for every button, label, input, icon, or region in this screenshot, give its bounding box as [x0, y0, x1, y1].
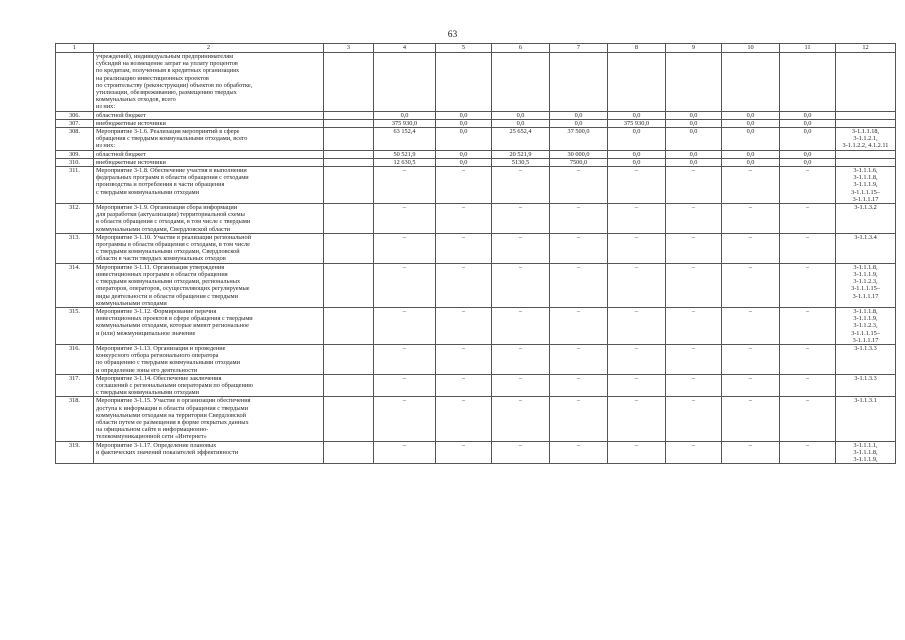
target-indicator-line: 3-1.1.1.15– — [851, 188, 880, 196]
row-number: 313. — [56, 233, 94, 263]
value-cell-c4: – — [374, 344, 436, 374]
activity-name — [94, 150, 324, 158]
value-cell-c10: – — [722, 263, 780, 307]
value-cell-c6: – — [492, 397, 550, 441]
value-cell-c11 — [780, 53, 836, 112]
target-indicators — [836, 150, 896, 158]
activity-name-line: с твердыми коммунальными отходами, Свердловской — [96, 248, 240, 256]
value-cell-c5: – — [436, 441, 492, 464]
row-number: 307. — [56, 119, 94, 127]
activity-name-line: в области обращения с отходами, в том числе с твердыми — [96, 218, 251, 226]
value-cell-c5: – — [436, 374, 492, 397]
table-body — [56, 53, 896, 464]
value-cell-c6 — [492, 53, 550, 112]
value-cell-c8: – — [608, 263, 666, 307]
activity-name-line: инвестиционных проектов в сфере обращения с твердыми — [96, 315, 253, 323]
value-cell-c6: – — [492, 344, 550, 374]
value-cell-c10: 0,0 — [722, 158, 780, 166]
target-indicator-line: 3-1.1.1.9, — [853, 455, 878, 463]
target-indicators — [836, 233, 896, 263]
activity-name-line: виды деятельности в области обращения с твердыми — [96, 292, 238, 300]
activity-name — [94, 441, 324, 464]
target-indicator-line: 3-1.1.1.17 — [852, 292, 879, 300]
value-cell-c5: – — [436, 307, 492, 344]
value-cell-c9 — [666, 53, 722, 112]
target-indicator-line: 3-1.1.1.8, — [853, 307, 878, 315]
value-cell-c3 — [324, 158, 374, 166]
target-indicator-line: 3-1.1.1.15– — [851, 329, 880, 337]
activity-name-line: обращения с твердыми коммунальными отходами, всего — [96, 135, 248, 143]
value-cell-c8: – — [608, 307, 666, 344]
table-row — [56, 233, 896, 263]
row-number: 315. — [56, 307, 94, 344]
target-indicator-line: 3-1.1.2.2, 4.1.2.11 — [842, 142, 889, 150]
activity-name-line: Мероприятие 3-1.8. Обеспечение участия в выполнении — [96, 167, 247, 175]
activity-name — [94, 167, 324, 204]
value-cell-c5: – — [436, 233, 492, 263]
activity-name-line: доступа к информации в области обращения с твердыми — [96, 404, 248, 412]
value-cell-c3 — [324, 307, 374, 344]
value-cell-c3 — [324, 119, 374, 127]
value-cell-c9: – — [666, 263, 722, 307]
value-cell-c4: – — [374, 204, 436, 234]
value-cell-c6: – — [492, 441, 550, 464]
table-row — [56, 150, 896, 158]
activity-name-line: Мероприятие 3-1.10. Участие в реализации региональной — [96, 233, 252, 241]
value-cell-c7: 0,0 — [550, 111, 608, 119]
column-header: 1 — [56, 44, 94, 53]
activity-name-line: программы в области обращения с отходами, в том числе — [96, 241, 250, 249]
table-row — [56, 374, 896, 397]
value-cell-c5: 0,0 — [436, 128, 492, 151]
activity-name-line: областной бюджет — [96, 111, 146, 119]
row-number: 317. — [56, 374, 94, 397]
value-cell-c11: 0,0 — [780, 128, 836, 151]
activity-name-line: из них: — [96, 142, 116, 150]
value-cell-c4: – — [374, 263, 436, 307]
target-indicators — [836, 307, 896, 344]
column-header: 11 — [780, 44, 836, 53]
target-indicator-line: 3-1.1.2.3, — [853, 322, 878, 330]
program-table — [55, 43, 896, 464]
activity-name-line: по кредитам, полученным в кредитных организациях — [96, 67, 240, 75]
value-cell-c4: – — [374, 233, 436, 263]
value-cell-c11: 0,0 — [780, 150, 836, 158]
target-indicator-line: 3-1.1.1.9, — [853, 181, 878, 189]
value-cell-c9: – — [666, 307, 722, 344]
target-indicators — [836, 53, 896, 112]
value-cell-c10: – — [722, 344, 780, 374]
value-cell-c7: 30 000,0 — [550, 150, 608, 158]
value-cell-c11: – — [780, 397, 836, 441]
value-cell-c11: – — [780, 374, 836, 397]
value-cell-c10: – — [722, 374, 780, 397]
value-cell-c7: – — [550, 167, 608, 204]
column-header: 5 — [436, 44, 492, 53]
value-cell-c9: – — [666, 204, 722, 234]
column-header: 6 — [492, 44, 550, 53]
value-cell-c8: – — [608, 204, 666, 234]
activity-name-line: с твердыми коммунальными отходами — [96, 389, 199, 397]
activity-name-line: и (или) межмуниципальное значение — [96, 329, 196, 337]
value-cell-c4: – — [374, 167, 436, 204]
target-indicator-line: 3-1.1.2.1, — [853, 135, 878, 143]
value-cell-c3 — [324, 204, 374, 234]
activity-name — [94, 307, 324, 344]
value-cell-c10: 0,0 — [722, 128, 780, 151]
activity-name — [94, 128, 324, 151]
activity-name-line: федеральных программ в области обращения с отходами — [96, 174, 249, 182]
value-cell-c11: – — [780, 441, 836, 464]
column-header: 2 — [94, 44, 324, 53]
value-cell-c4: 63 152,4 — [374, 128, 436, 151]
value-cell-c7: – — [550, 263, 608, 307]
table-row — [56, 263, 896, 307]
value-cell-c3 — [324, 233, 374, 263]
value-cell-c7: – — [550, 344, 608, 374]
table-row — [56, 307, 896, 344]
value-cell-c10: 0,0 — [722, 150, 780, 158]
value-cell-c3 — [324, 111, 374, 119]
activity-name-line: и определение зоны его деятельности — [96, 366, 198, 374]
value-cell-c8: – — [608, 344, 666, 374]
value-cell-c7: 37 500,0 — [550, 128, 608, 151]
activity-name-line: Мероприятие 3-1.13. Организация и проведение — [96, 344, 226, 352]
value-cell-c7 — [550, 53, 608, 112]
value-cell-c10: – — [722, 307, 780, 344]
value-cell-c5: 0,0 — [436, 119, 492, 127]
activity-name-line: Мероприятие 3-1.9. Организация сбора информации — [96, 204, 238, 212]
value-cell-c8: 375 930,0 — [608, 119, 666, 127]
column-header: 10 — [722, 44, 780, 53]
target-indicator-line: 3-1.1.3.1 — [854, 397, 877, 405]
value-cell-c6: 0,0 — [492, 111, 550, 119]
table-row — [56, 53, 896, 112]
value-cell-c3 — [324, 53, 374, 112]
activity-name-line: соглашений с региональными операторами по обращению — [96, 381, 253, 389]
activity-name-line: области путем ее размещения в форме открытых данных — [96, 418, 249, 426]
value-cell-c10: – — [722, 397, 780, 441]
row-number: 318. — [56, 397, 94, 441]
value-cell-c5: 0,0 — [436, 158, 492, 166]
activity-name — [94, 263, 324, 307]
activity-name — [94, 204, 324, 234]
value-cell-c6: 5130,5 — [492, 158, 550, 166]
value-cell-c8: 0,0 — [608, 158, 666, 166]
value-cell-c7: – — [550, 307, 608, 344]
activity-name-line: коммунальными отходами — [96, 299, 167, 307]
value-cell-c8: 0,0 — [608, 128, 666, 151]
value-cell-c9: 0,0 — [666, 111, 722, 119]
value-cell-c9: 0,0 — [666, 158, 722, 166]
target-indicator-line: 3-1.1.2.3, — [853, 278, 878, 286]
activity-name-line: Мероприятие 3-1.6. Реализация мероприятий в сфере — [96, 128, 240, 136]
activity-name-line: учреждений), индивидуальным предпринимателям — [96, 53, 234, 60]
activity-name-line: внебюджетные источники — [96, 119, 166, 127]
activity-name-line: телекоммуникационной сети «Интернет» — [96, 433, 207, 441]
value-cell-c11: – — [780, 204, 836, 234]
value-cell-c5: – — [436, 263, 492, 307]
table-row — [56, 119, 896, 127]
value-cell-c8: – — [608, 441, 666, 464]
value-cell-c9: 0,0 — [666, 150, 722, 158]
table-row — [56, 441, 896, 464]
target-indicator-line: 3-1.1.1.8, — [853, 263, 878, 271]
table-row — [56, 111, 896, 119]
target-indicator-line: 3-1.1.1.8, — [853, 174, 878, 182]
target-indicator-line: 3-1.1.1.8, — [853, 448, 878, 456]
activity-name-line: внебюджетные источники — [96, 158, 166, 166]
row-number: 316. — [56, 344, 94, 374]
target-indicator-line: 3-1.1.3.3 — [854, 344, 877, 352]
activity-name-line: на официальном сайте в информационно- — [96, 426, 209, 434]
value-cell-c8: 0,0 — [608, 111, 666, 119]
value-cell-c9: – — [666, 374, 722, 397]
value-cell-c10 — [722, 53, 780, 112]
row-number: 312. — [56, 204, 94, 234]
value-cell-c4: 12 630,5 — [374, 158, 436, 166]
row-number: 308. — [56, 128, 94, 151]
value-cell-c4: 375 930,0 — [374, 119, 436, 127]
target-indicators — [836, 374, 896, 397]
activity-name-line: по обращению с твердыми коммунальными отходами — [96, 359, 241, 367]
target-indicator-line: 3-1.1.1.9, — [853, 270, 878, 278]
row-number — [56, 53, 94, 112]
row-number: 314. — [56, 263, 94, 307]
value-cell-c4 — [374, 53, 436, 112]
column-header: 8 — [608, 44, 666, 53]
value-cell-c3 — [324, 150, 374, 158]
value-cell-c6: 0,0 — [492, 119, 550, 127]
target-indicators — [836, 158, 896, 166]
value-cell-c4: – — [374, 374, 436, 397]
value-cell-c4: – — [374, 441, 436, 464]
value-cell-c10: 0,0 — [722, 111, 780, 119]
value-cell-c8: – — [608, 167, 666, 204]
value-cell-c10: – — [722, 167, 780, 204]
value-cell-c4: – — [374, 397, 436, 441]
value-cell-c3 — [324, 344, 374, 374]
target-indicators — [836, 204, 896, 234]
value-cell-c10: 0,0 — [722, 119, 780, 127]
table-row — [56, 397, 896, 441]
activity-name — [94, 233, 324, 263]
row-number: 310. — [56, 158, 94, 166]
activity-name-line: Мероприятие 3-1.17. Определение плановых — [96, 441, 217, 449]
column-header: 7 — [550, 44, 608, 53]
value-cell-c11: 0,0 — [780, 158, 836, 166]
target-indicator-line: 3-1.1.1.17 — [852, 195, 879, 203]
value-cell-c8: – — [608, 374, 666, 397]
row-number: 319. — [56, 441, 94, 464]
table-row — [56, 167, 896, 204]
row-number: 311. — [56, 167, 94, 204]
value-cell-c5: – — [436, 344, 492, 374]
column-header: 4 — [374, 44, 436, 53]
table-row — [56, 204, 896, 234]
value-cell-c6: 25 652,4 — [492, 128, 550, 151]
row-number: 306. — [56, 111, 94, 119]
value-cell-c9: – — [666, 397, 722, 441]
value-cell-c4: 0,0 — [374, 111, 436, 119]
value-cell-c5: – — [436, 204, 492, 234]
value-cell-c8 — [608, 53, 666, 112]
value-cell-c9: 0,0 — [666, 119, 722, 127]
activity-name-line: производства и потребления в части обращения — [96, 181, 225, 189]
activity-name-line: коммунальными отходами на территории Свердловской — [96, 411, 246, 419]
target-indicators — [836, 167, 896, 204]
value-cell-c11: – — [780, 307, 836, 344]
value-cell-c6: – — [492, 374, 550, 397]
value-cell-c7: – — [550, 233, 608, 263]
target-indicator-line: 3-1.1.3.3 — [854, 374, 877, 382]
activity-name-line: конкурсного отбора регионального оператора — [96, 352, 219, 360]
value-cell-c6: – — [492, 263, 550, 307]
value-cell-c3 — [324, 374, 374, 397]
value-cell-c10: – — [722, 441, 780, 464]
activity-name — [94, 344, 324, 374]
activity-name-line: операторов, операторов, осуществляющих регулируемые — [96, 285, 250, 293]
value-cell-c11: 0,0 — [780, 119, 836, 127]
page-number: 63 — [447, 30, 458, 40]
value-cell-c6: 20 521,9 — [492, 150, 550, 158]
target-indicator-line: 3-1.1.1.17 — [852, 336, 879, 344]
activity-name-line: с твердыми коммунальными отходами — [96, 188, 199, 196]
target-indicator-line: 3-1.1.1.1, — [853, 441, 878, 449]
activity-name-line: на реализацию инвестиционных проектов — [96, 74, 209, 82]
target-indicators — [836, 441, 896, 464]
target-indicator-line: 3-1.1.3.4 — [854, 233, 877, 241]
value-cell-c3 — [324, 441, 374, 464]
activity-name-line: Мероприятие 3-1.12. Формирование перечня — [96, 307, 217, 315]
value-cell-c9: – — [666, 233, 722, 263]
value-cell-c5: 0,0 — [436, 111, 492, 119]
value-cell-c5 — [436, 53, 492, 112]
activity-name — [94, 119, 324, 127]
target-indicators — [836, 397, 896, 441]
target-indicator-line: 3-1.1.1.18, — [851, 128, 880, 136]
value-cell-c9: – — [666, 441, 722, 464]
value-cell-c7: 7500,0 — [550, 158, 608, 166]
activity-name-line: субсидий на возмещение затрат на уплату процентов — [96, 60, 238, 68]
activity-name-line: утилизации, обезвреживанию, размещению твердых — [96, 89, 237, 97]
value-cell-c8: – — [608, 233, 666, 263]
activity-name-line: коммунальными отходами, которые имеют региональное — [96, 322, 249, 330]
target-indicators — [836, 111, 896, 119]
value-cell-c11: – — [780, 344, 836, 374]
value-cell-c5: – — [436, 397, 492, 441]
value-cell-c10: – — [722, 204, 780, 234]
target-indicator-line: 3-1.1.3.2 — [854, 204, 877, 212]
column-header: 9 — [666, 44, 722, 53]
activity-name-line: областной бюджет — [96, 150, 146, 158]
value-cell-c6: – — [492, 204, 550, 234]
table-row — [56, 128, 896, 151]
table-row — [56, 344, 896, 374]
activity-name-line: и фактических значений показателей эффективности — [96, 448, 239, 456]
value-cell-c6: – — [492, 233, 550, 263]
activity-name-line: по строительству (реконструкции) объектов по обработке, — [96, 81, 253, 89]
value-cell-c7: 0,0 — [550, 119, 608, 127]
value-cell-c8: 0,0 — [608, 150, 666, 158]
activity-name — [94, 53, 324, 112]
activity-name-line: с твердыми коммунальными отходами, региональных — [96, 278, 241, 286]
value-cell-c7: – — [550, 204, 608, 234]
activity-name — [94, 374, 324, 397]
activity-name — [94, 158, 324, 166]
activity-name-line: Мероприятие 3-1.14. Обеспечение заключения — [96, 374, 222, 382]
value-cell-c11: – — [780, 233, 836, 263]
activity-name-line: инвестиционных программ в области обращения — [96, 270, 228, 278]
target-indicator-line: 3-1.1.1.6, — [853, 167, 878, 175]
activity-name-line: области в части твердых коммунальных отходов — [96, 255, 226, 263]
activity-name-line: для разработки (актуализации) территориальной схемы — [96, 211, 245, 219]
value-cell-c6: – — [492, 307, 550, 344]
target-indicators — [836, 119, 896, 127]
value-cell-c11: 0,0 — [780, 111, 836, 119]
target-indicators — [836, 128, 896, 151]
activity-name-line: Мероприятие 3-1.11. Организация утверждения — [96, 263, 225, 271]
value-cell-c10: – — [722, 233, 780, 263]
target-indicator-line: 3-1.1.1.15– — [851, 285, 880, 293]
value-cell-c7: – — [550, 441, 608, 464]
value-cell-c3 — [324, 128, 374, 151]
value-cell-c8: – — [608, 397, 666, 441]
activity-name-line: коммунальных отходов, всего — [96, 96, 176, 104]
value-cell-c11: – — [780, 167, 836, 204]
value-cell-c3 — [324, 263, 374, 307]
value-cell-c7: – — [550, 397, 608, 441]
column-header: 12 — [836, 44, 896, 53]
value-cell-c4: 50 521,9 — [374, 150, 436, 158]
activity-name-line: из них: — [96, 103, 116, 111]
value-cell-c3 — [324, 397, 374, 441]
activity-name-line: коммунальными отходами, Свердловской области — [96, 225, 230, 233]
activity-name — [94, 111, 324, 119]
column-header: 3 — [324, 44, 374, 53]
value-cell-c6: – — [492, 167, 550, 204]
value-cell-c3 — [324, 167, 374, 204]
activity-name-line: Мероприятие 3-1.15. Участие в организации обеспечения — [96, 397, 251, 405]
target-indicator-line: 3-1.1.1.9, — [853, 315, 878, 323]
value-cell-c5: – — [436, 167, 492, 204]
row-number: 309. — [56, 150, 94, 158]
value-cell-c5: 0,0 — [436, 150, 492, 158]
value-cell-c11: – — [780, 263, 836, 307]
table-row — [56, 158, 896, 166]
activity-name — [94, 397, 324, 441]
header-row — [56, 44, 896, 53]
value-cell-c7: – — [550, 374, 608, 397]
target-indicators — [836, 344, 896, 374]
value-cell-c9: – — [666, 167, 722, 204]
value-cell-c4: – — [374, 307, 436, 344]
value-cell-c9: 0,0 — [666, 128, 722, 151]
value-cell-c9: – — [666, 344, 722, 374]
target-indicators — [836, 263, 896, 307]
